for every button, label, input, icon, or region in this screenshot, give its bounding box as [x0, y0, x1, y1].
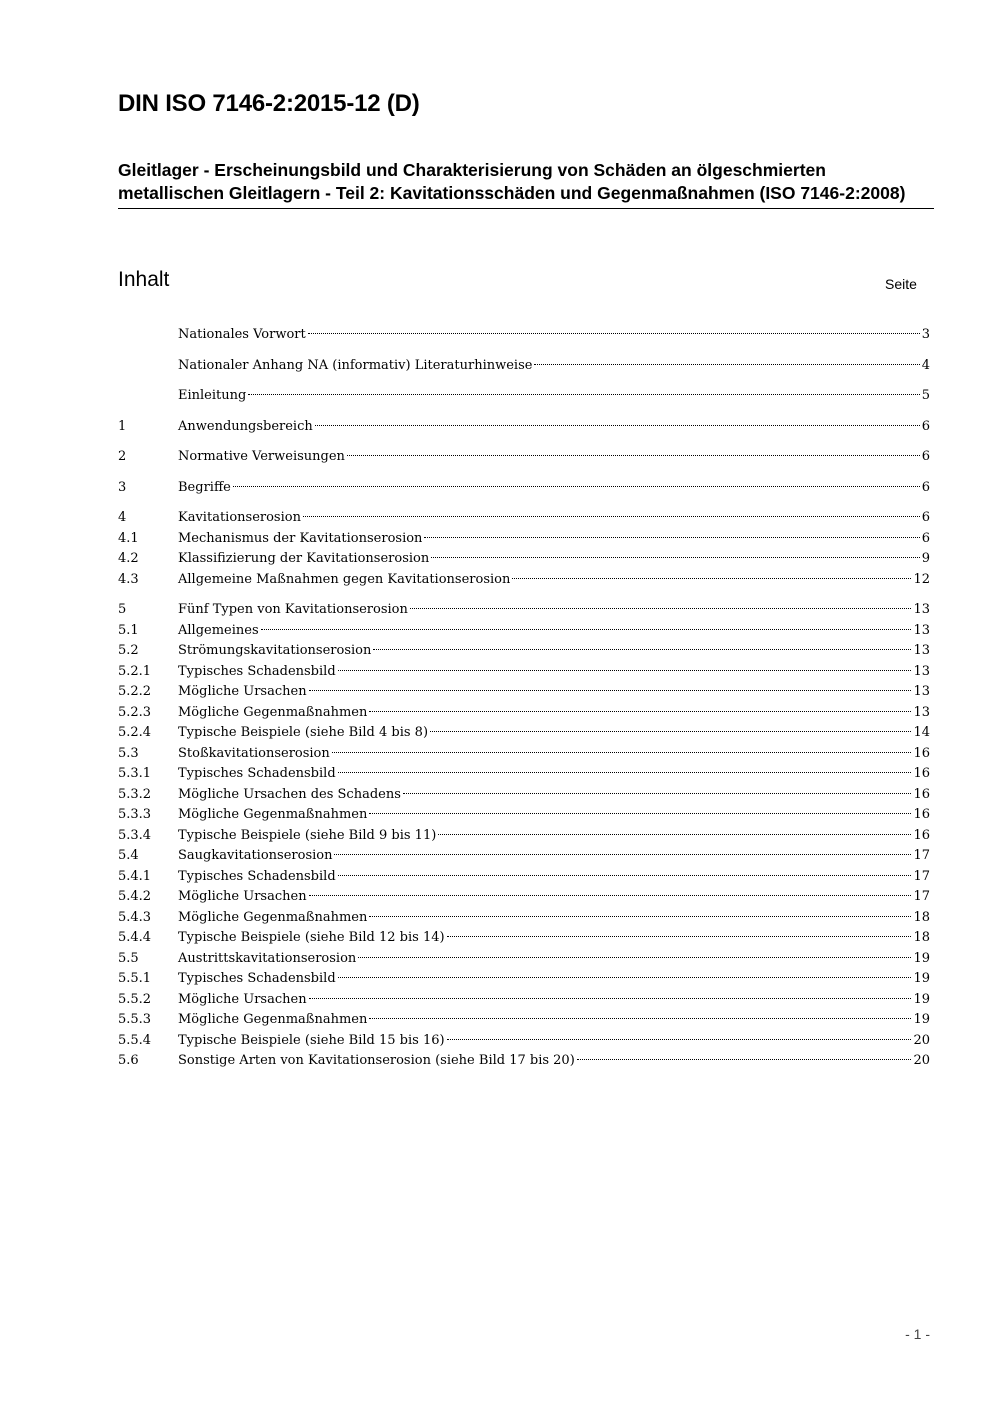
toc-entry-number: 5.5.3 [118, 1012, 152, 1027]
toc-entry-label: Typisches Schadensbild [178, 971, 336, 986]
toc-entry[interactable] [118, 600, 930, 621]
toc-entry-label: Mögliche Ursachen [178, 889, 307, 904]
toc-entry[interactable] [118, 764, 930, 785]
toc-entry-number: 5.6 [118, 1053, 139, 1068]
toc-dot-leader [424, 537, 919, 538]
toc-entry-page: 13 [913, 602, 930, 617]
toc-entry-page: 16 [913, 807, 930, 822]
toc-entry-label: Kavitationserosion [178, 510, 301, 525]
toc-entry-page: 13 [913, 643, 930, 658]
toc-dot-leader [338, 670, 912, 671]
toc-entry-label: Typische Beispiele (siehe Bild 9 bis 11) [178, 827, 437, 843]
toc-entry[interactable] [118, 990, 930, 1011]
toc-dot-leader [308, 333, 920, 334]
toc-entry-number: 5.4 [118, 848, 139, 863]
toc-entry[interactable] [118, 356, 930, 377]
document-title: Gleitlager - Erscheinungsbild und Charakterisierung von Schäden an ölgeschmierten metallischen Gleitlagern - Teil 2: Kavitationsschäden und Gegenmaßnahmen (ISO 7146-2:2008) [118, 159, 934, 209]
toc-entry-page: 13 [913, 704, 930, 720]
toc-entry-label: Allgemeines [178, 622, 259, 638]
toc-entry-page: 19 [913, 971, 930, 986]
toc-dot-leader [315, 425, 920, 426]
toc-entry-page: 19 [913, 1012, 930, 1027]
toc-entry-number: 5.2.3 [118, 704, 152, 720]
toc-entry-label: Typische Beispiele (siehe Bild 12 bis 14) [178, 930, 445, 945]
toc-entry-label: Nationaler Anhang NA (informativ) Literaturhinweise [178, 357, 533, 373]
toc-entry-number: 5.3.3 [118, 807, 152, 822]
toc-entry-page: 9 [921, 551, 930, 566]
toc-entry[interactable] [118, 447, 930, 468]
toc-entry-number: 5.5.4 [118, 1032, 152, 1048]
toc-entry-label: Nationales Vorwort [178, 327, 306, 342]
toc-entry-page: 20 [913, 1032, 930, 1048]
toc-dot-leader [410, 608, 912, 609]
toc-entry[interactable] [118, 682, 930, 703]
toc-dot-leader [261, 629, 912, 630]
toc-dot-leader [447, 936, 912, 937]
toc-entry-number: 5.2 [118, 643, 139, 658]
toc-entry-label: Einleitung [178, 388, 247, 403]
toc-entry-number: 5.5.2 [118, 991, 152, 1007]
toc-entry[interactable] [118, 969, 930, 990]
toc-dot-leader [369, 711, 911, 712]
toc-entry-label: Mögliche Gegenmaßnahmen [178, 1012, 368, 1027]
toc-entry-page: 13 [913, 663, 930, 679]
toc-dot-leader [512, 578, 911, 579]
toc-entry-number: 5.4.3 [118, 909, 152, 925]
toc-entry-number: 5.4.1 [118, 868, 152, 884]
toc-dot-leader [430, 731, 911, 732]
toc-entry-label: Austrittskavitationserosion [178, 950, 357, 966]
toc-dot-leader [338, 977, 912, 978]
toc-entry[interactable] [118, 621, 930, 642]
toc-entry[interactable] [118, 386, 930, 407]
toc-entry[interactable] [118, 887, 930, 908]
toc-entry[interactable] [118, 805, 930, 826]
toc-dot-leader [334, 854, 911, 855]
toc-entry-page: 17 [913, 848, 930, 863]
toc-entry-label: Fünf Typen von Kavitationserosion [178, 602, 408, 617]
toc-dot-leader [373, 649, 911, 650]
toc-entry-label: Mechanismus der Kavitationserosion [178, 530, 423, 546]
toc-entry-label: Typisches Schadensbild [178, 766, 336, 781]
toc-entry-label: Mögliche Ursachen [178, 684, 307, 699]
toc-entry[interactable] [118, 1051, 930, 1072]
toc-heading: Inhalt [118, 268, 170, 291]
toc-entry-label: Normative Verweisungen [178, 449, 345, 464]
toc-entry-page: 6 [921, 530, 930, 546]
toc-dot-leader [447, 1039, 912, 1040]
toc-entry[interactable] [118, 785, 930, 806]
toc-entry[interactable] [118, 662, 930, 683]
toc-dot-leader [309, 690, 912, 691]
toc-dot-leader [534, 364, 919, 365]
toc-entry-page: 16 [913, 745, 930, 761]
toc-entry-page: 13 [913, 622, 930, 638]
toc-entry-label: Mögliche Ursachen [178, 991, 307, 1007]
toc-dot-leader [438, 834, 911, 835]
toc-entry-number: 5.3 [118, 745, 139, 761]
toc-entry-label: Typische Beispiele (siehe Bild 4 bis 8) [178, 725, 429, 740]
toc-dot-leader [332, 752, 912, 753]
toc-entry-number: 5.2.2 [118, 684, 152, 699]
toc-entry-page: 16 [913, 786, 930, 802]
toc-entry[interactable] [118, 723, 930, 744]
toc-entry[interactable] [118, 826, 930, 847]
toc-entry-number: 3 [118, 479, 127, 495]
toc-entry-label: Typisches Schadensbild [178, 663, 336, 679]
toc-entry[interactable] [118, 549, 930, 570]
toc-entry[interactable] [118, 928, 930, 949]
toc-entry-page: 3 [921, 327, 930, 342]
toc-entry-number: 5.3.2 [118, 786, 152, 802]
toc-entry-number: 5.5.1 [118, 971, 152, 986]
toc-dot-leader [303, 516, 920, 517]
toc-dot-leader [309, 895, 912, 896]
toc-entry[interactable] [118, 744, 930, 765]
toc-entry-number: 4.2 [118, 551, 139, 566]
toc-entry-page: 17 [913, 889, 930, 904]
toc-entry-number: 5.2.4 [118, 725, 152, 740]
toc-entry-page: 19 [913, 991, 930, 1007]
toc-dot-leader [369, 1018, 911, 1019]
toc-entry-label: Anwendungsbereich [178, 418, 313, 434]
toc-entry-label: Stoßkavitationserosion [178, 745, 330, 761]
toc-entry[interactable] [118, 1010, 930, 1031]
toc-entry-number: 4 [118, 510, 127, 525]
toc-entry-number: 5.2.1 [118, 663, 152, 679]
toc-entry-number: 5.3.4 [118, 827, 152, 843]
toc-entry-number: 4.1 [118, 530, 139, 546]
toc-entry-number: 5.4.4 [118, 930, 152, 945]
toc-entry[interactable] [118, 508, 930, 529]
toc-entry-number: 4.3 [118, 571, 139, 587]
toc-entry-page: 14 [913, 725, 930, 740]
toc-dot-leader [369, 916, 911, 917]
toc-entry-page: 16 [913, 827, 930, 843]
toc-dot-leader [309, 998, 912, 999]
toc-dot-leader [338, 772, 912, 773]
toc-entry-label: Strömungskavitationserosion [178, 643, 372, 658]
toc-entry[interactable] [118, 867, 930, 888]
toc-dot-leader [431, 557, 919, 558]
toc-entry[interactable] [118, 529, 930, 550]
toc-entry[interactable] [118, 478, 930, 499]
toc-entry[interactable] [118, 570, 930, 591]
toc-entry-label: Saugkavitationserosion [178, 848, 333, 863]
toc-dot-leader [358, 957, 911, 958]
toc-entry[interactable] [118, 703, 930, 724]
toc-entry[interactable] [118, 417, 930, 438]
toc-entry-number: 1 [118, 418, 127, 434]
toc-entry-label: Mögliche Gegenmaßnahmen [178, 909, 368, 925]
table-of-contents [118, 325, 930, 1072]
toc-entry-number: 5 [118, 602, 127, 617]
toc-entry-page: 4 [921, 357, 930, 373]
toc-entry-number: 5.5 [118, 950, 139, 966]
toc-dot-leader [403, 793, 912, 794]
toc-entry-label: Begriffe [178, 479, 231, 495]
toc-entry-label: Mögliche Ursachen des Schadens [178, 786, 401, 802]
toc-entry-page: 18 [913, 909, 930, 925]
toc-entry-label: Klassifizierung der Kavitationserosion [178, 551, 430, 566]
toc-entry[interactable] [118, 1031, 930, 1052]
toc-entry-page: 6 [921, 510, 930, 525]
toc-entry-page: 12 [913, 571, 930, 587]
toc-dot-leader [233, 486, 920, 487]
toc-dot-leader [369, 813, 911, 814]
toc-page-column-label: Seite [885, 276, 917, 292]
toc-entry-page: 6 [921, 449, 930, 464]
toc-entry[interactable] [118, 908, 930, 929]
toc-entry-page: 5 [921, 388, 930, 403]
toc-entry-number: 5.1 [118, 622, 139, 638]
document-id: DIN ISO 7146-2:2015-12 (D) [118, 90, 420, 117]
toc-entry-page: 18 [913, 930, 930, 945]
toc-entry-page: 20 [913, 1053, 930, 1068]
toc-dot-leader [577, 1059, 912, 1060]
toc-entry-label: Typisches Schadensbild [178, 868, 336, 884]
toc-dot-leader [338, 875, 912, 876]
toc-entry[interactable] [118, 641, 930, 662]
toc-entry-label: Sonstige Arten von Kavitationserosion (siehe Bild 17 bis 20) [178, 1053, 575, 1068]
toc-entry-number: 5.4.2 [118, 889, 152, 904]
page-number: - 1 - [905, 1326, 930, 1342]
toc-dot-leader [347, 455, 920, 456]
toc-entry[interactable] [118, 846, 930, 867]
toc-entry-label: Mögliche Gegenmaßnahmen [178, 807, 368, 822]
toc-entry-page: 19 [913, 950, 930, 966]
toc-entry-label: Mögliche Gegenmaßnahmen [178, 704, 368, 720]
toc-entry[interactable] [118, 325, 930, 346]
toc-entry-page: 17 [913, 868, 930, 884]
toc-entry-page: 13 [913, 684, 930, 699]
toc-dot-leader [248, 394, 919, 395]
toc-entry-label: Typische Beispiele (siehe Bild 15 bis 16) [178, 1032, 445, 1048]
toc-entry-number: 5.3.1 [118, 766, 152, 781]
toc-entry-page: 16 [913, 766, 930, 781]
toc-entry-page: 6 [921, 418, 930, 434]
toc-entry[interactable] [118, 949, 930, 970]
toc-entry-label: Allgemeine Maßnahmen gegen Kavitationserosion [178, 571, 511, 587]
toc-entry-page: 6 [921, 479, 930, 495]
toc-entry-number: 2 [118, 449, 127, 464]
